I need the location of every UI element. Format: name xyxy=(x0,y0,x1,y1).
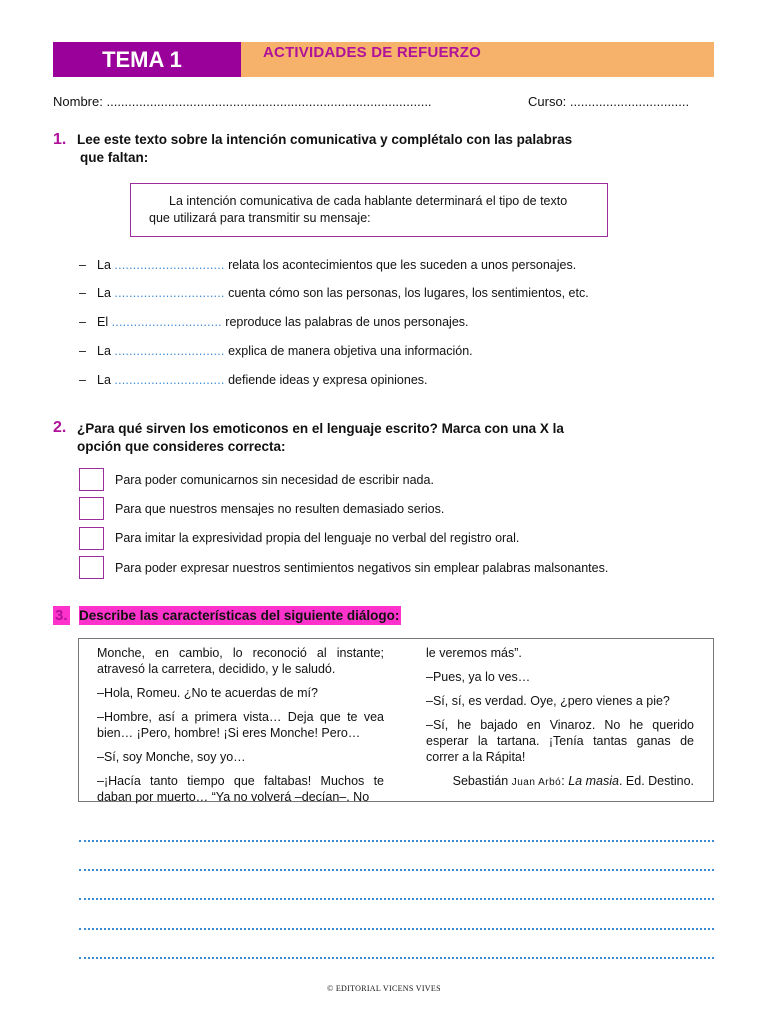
name-dots: .......................................................................................... xyxy=(106,94,432,109)
fill-item: – La .............................. explica de manera objetiva una información. xyxy=(79,344,473,358)
citation: Sebastián Juan Arbó: La masia. Ed. Destino. xyxy=(452,774,694,788)
dialog-paragraph: –Sí, sí, es verdad. Oye, ¿pero vienes a pie? xyxy=(426,694,670,708)
dialog-paragraph: Monche, en cambio, lo reconoció al instante; atravesó la carretera, decidido, y le saludó. xyxy=(97,646,384,676)
curso-dots: ................................. xyxy=(569,94,690,109)
blank-field[interactable]: .............................. xyxy=(114,344,225,358)
info-box xyxy=(130,183,608,237)
page-title: ACTIVIDADES DE REFUERZO xyxy=(263,44,481,61)
question-1-text xyxy=(77,131,572,167)
option-label-4: Para poder expresar nuestros sentimientos negativos sin emplear palabras malsonantes. xyxy=(115,561,609,575)
blank-field[interactable]: .............................. xyxy=(111,315,222,329)
question-3-number: 3. xyxy=(55,607,68,624)
fill-item: – La .............................. cuenta cómo son las personas, los lugares, los sentimientos, etc. xyxy=(79,286,589,300)
question-1-line-2: que faltan: xyxy=(80,150,149,165)
option-checkbox-3[interactable] xyxy=(79,527,104,550)
dialog-paragraph: –Sí, soy Monche, soy yo… xyxy=(97,750,246,764)
question-1-line-1: Lee este texto sobre la intención comunicativa y complétalo con las palabras xyxy=(77,132,573,147)
curso-field[interactable] xyxy=(528,94,689,109)
answer-line[interactable] xyxy=(79,869,714,871)
curso-label: Curso: xyxy=(528,94,567,109)
question-2-line-2: opción que consideres correcta: xyxy=(77,439,286,454)
question-3-text: Describe las características del siguiente diálogo: xyxy=(79,608,400,623)
question-1-number: 1. xyxy=(53,131,67,148)
question-2-number: 2. xyxy=(53,419,67,436)
dialog-paragraph: –¡Hacía tanto tiempo que faltabas! Muchos te daban por muerto… “Ya no volverá –decían–. No xyxy=(97,774,384,804)
blank-field[interactable]: .............................. xyxy=(114,258,225,272)
option-checkbox-1[interactable] xyxy=(79,468,104,491)
tema-label: TEMA 1 xyxy=(102,47,182,72)
answer-line[interactable] xyxy=(79,840,714,842)
question-2-line-1: ¿Para qué sirven los emoticonos en el lenguaje escrito? Marca con una X la xyxy=(77,421,564,436)
blank-field[interactable]: .............................. xyxy=(114,373,225,387)
fill-item: – La .............................. defiende ideas y expresa opiniones. xyxy=(79,373,428,387)
option-label-3: Para imitar la expresividad propia del lenguaje no verbal del registro oral. xyxy=(115,531,520,545)
dialog-paragraph: –Pues, ya lo ves… xyxy=(426,670,531,684)
dialog-right-column xyxy=(426,645,694,791)
copyright-footer: © EDITORIAL VICENS VIVES xyxy=(327,984,441,993)
fill-item: – El .............................. reproduce las palabras de unos personajes. xyxy=(79,315,469,329)
option-label-2: Para que nuestros mensajes no resulten demasiado serios. xyxy=(115,502,445,516)
name-field[interactable] xyxy=(53,94,432,109)
dialog-paragraph: –Hola, Romeu. ¿No te acuerdas de mí? xyxy=(97,686,318,700)
question-2-text xyxy=(77,420,564,456)
work-title: La masia xyxy=(568,774,619,788)
option-checkbox-2[interactable] xyxy=(79,497,104,520)
dialog-left-column xyxy=(97,645,384,813)
answer-line[interactable] xyxy=(79,957,714,959)
name-label: Nombre: xyxy=(53,94,103,109)
dialog-paragraph: le veremos más”. xyxy=(426,646,522,660)
answer-line[interactable] xyxy=(79,898,714,900)
dialog-excerpt-box xyxy=(78,638,714,802)
answer-line[interactable] xyxy=(79,928,714,930)
option-label-1: Para poder comunicarnos sin necesidad de escribir nada. xyxy=(115,473,434,487)
info-box-line-2: que utilizará para transmitir su mensaje: xyxy=(149,211,371,225)
fill-item: – La .............................. relata los acontecimientos que les suceden a unos personajes. xyxy=(79,258,577,272)
dialog-paragraph: –Hombre, así a primera vista… Deja que te vea bien… ¡Pero, hombre! ¡Si eres Monche! Pero… xyxy=(97,710,384,740)
blank-field[interactable]: .............................. xyxy=(114,286,225,300)
info-box-line-1: La intención comunicativa de cada hablante determinará el tipo de texto xyxy=(169,194,568,208)
dialog-paragraph: –Sí, he bajado en Vinaroz. No he querido esperar la tartana. ¡Tenía tantas ganas de correr a la Rápita! xyxy=(426,718,694,764)
option-checkbox-4[interactable] xyxy=(79,556,104,579)
tema-badge xyxy=(53,42,241,77)
